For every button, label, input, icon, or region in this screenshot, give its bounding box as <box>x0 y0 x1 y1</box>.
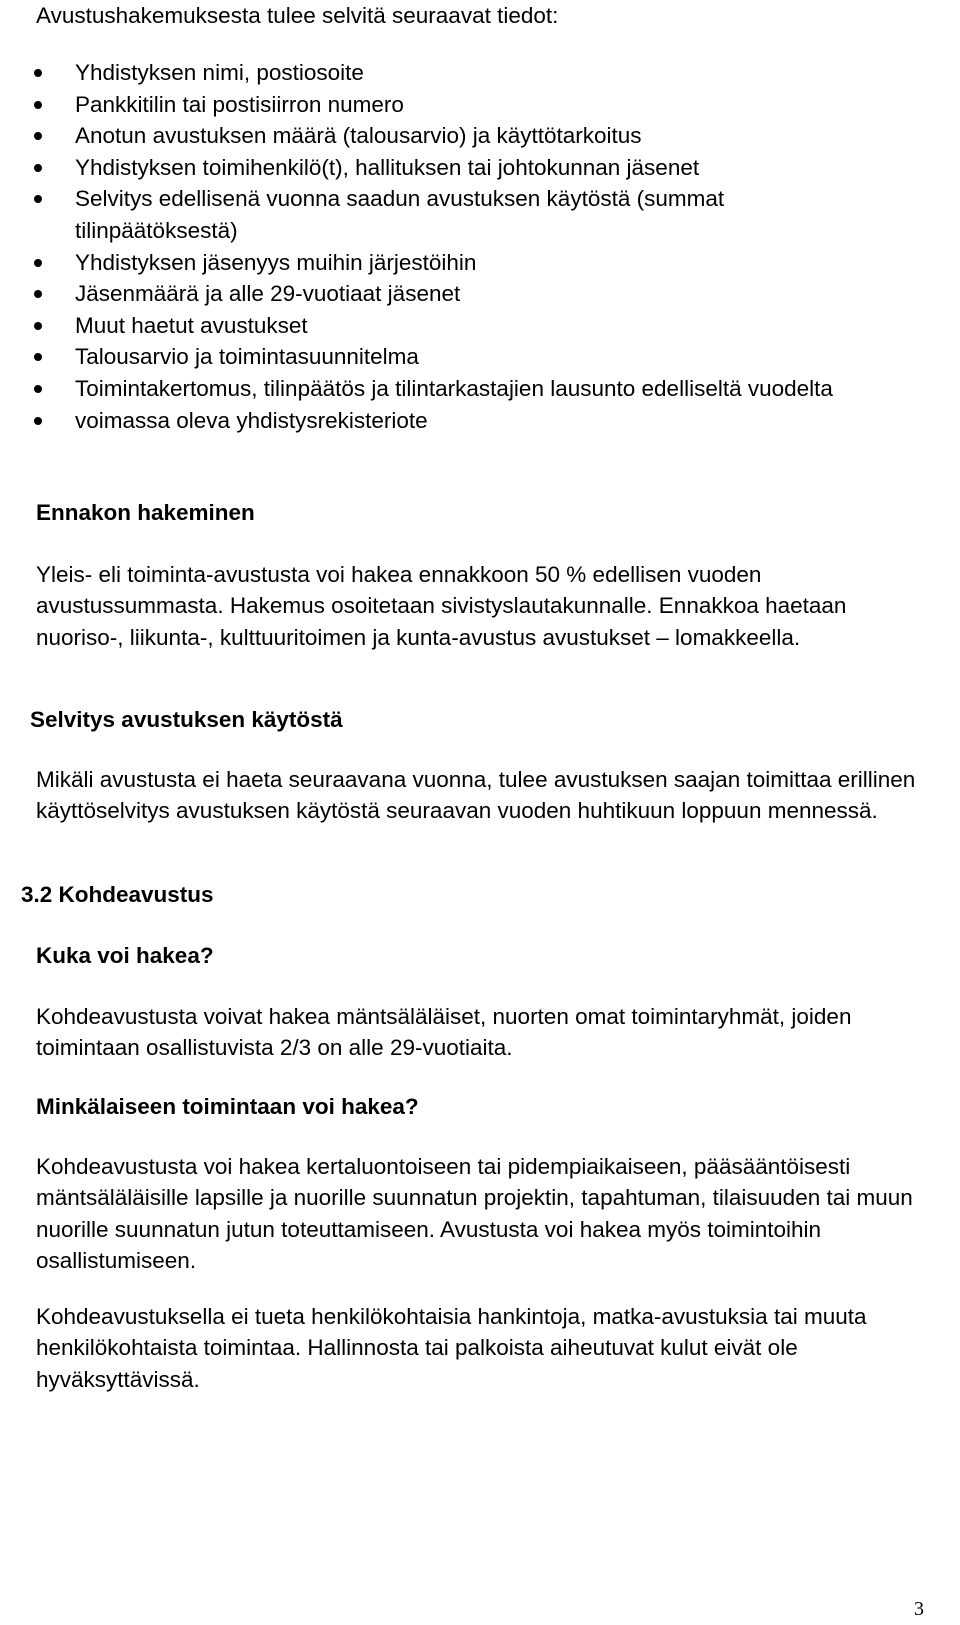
bullet-icon <box>34 290 42 298</box>
intro-paragraph: Avustushakemuksesta tulee selvitä seuraavat tiedot: <box>36 3 559 28</box>
list-item: Toimintakertomus, tilinpäätös ja tilintarkastajien lausunto edelliseltä vuodelta <box>0 373 865 405</box>
bullet-icon <box>34 195 42 203</box>
paragraph-kuka: Kohdeavustusta voivat hakea mäntsäläläiset, nuorten omat toimintaryhmät, joiden toimintaan osallistuvista 2/3 on alle 29-vuotiaita. <box>36 1004 852 1061</box>
list-item: Selvitys edellisenä vuonna saadun avustuksen käytöstä (summat tilinpäätöksestä) <box>0 183 835 246</box>
list-item: Anotun avustuksen määrä (talousarvio) ja käyttötarkoitus <box>0 120 920 152</box>
section-heading-kuka: Kuka voi hakea? <box>36 943 214 968</box>
bullet-icon <box>34 385 42 393</box>
page-number: 3 <box>914 1598 924 1620</box>
bullet-icon <box>34 101 42 109</box>
list-item: Yhdistyksen nimi, postiosoite <box>0 57 920 89</box>
paragraph-minka: Kohdeavustusta voi hakea kertaluontoiseen tai pidempiaikaiseen, pääsääntöisesti mäntsäläläisille lapsille ja nuorille suunnatun projektin, tapahtuman, tilaisuuden tai muun nuorille suunnatun jutun toteuttamiseen. Avustusta voi hakea myös toimintoihin osallistumiseen. <box>36 1154 913 1273</box>
section-heading-minka: Minkälaiseen toimintaan voi hakea? <box>36 1094 419 1119</box>
section-heading-selvitys: Selvitys avustuksen käytöstä <box>30 707 343 732</box>
list-item: Yhdistyksen jäsenyys muihin järjestöihin <box>0 247 920 279</box>
bullet-icon <box>34 353 42 361</box>
bullet-icon <box>34 259 42 267</box>
section-heading-ennakko: Ennakon hakeminen <box>36 500 255 525</box>
list-item: Pankkitilin tai postisiirron numero <box>0 89 920 121</box>
list-item: Yhdistyksen toimihenkilö(t), hallituksen tai johtokunnan jäsenet <box>0 152 920 184</box>
paragraph-ei-tueta: Kohdeavustuksella ei tueta henkilökohtaisia hankintoja, matka-avustuksia tai muuta henkilökohtaista toimintaa. Hallinnosta tai palkoista aiheutuvat kulut eivät ole hyväksyttävissä. <box>36 1304 867 1392</box>
requirements-list <box>0 57 920 436</box>
bullet-icon <box>34 69 42 77</box>
bullet-icon <box>34 164 42 172</box>
bullet-icon <box>34 132 42 140</box>
list-item: Muut haetut avustukset <box>0 310 920 342</box>
list-item: Jäsenmäärä ja alle 29-vuotiaat jäsenet <box>0 278 920 310</box>
bullet-icon <box>34 322 42 330</box>
list-item: voimassa oleva yhdistysrekisteriote <box>0 405 920 437</box>
section-heading-kohdeavustus: 3.2 Kohdeavustus <box>21 882 214 907</box>
paragraph-selvitys: Mikäli avustusta ei haeta seuraavana vuonna, tulee avustuksen saajan toimittaa erillinen käyttöselvitys avustuksen käytöstä seuraavan vuoden huhtikuun loppuun mennessä. <box>36 767 916 824</box>
bullet-icon <box>34 417 42 425</box>
list-item: Talousarvio ja toimintasuunnitelma <box>0 341 920 373</box>
paragraph-ennakko: Yleis- eli toiminta-avustusta voi hakea ennakkoon 50 % edellisen vuoden avustussummasta. Hakemus osoitetaan sivistyslautakunnalle. Ennakkoa haetaan nuoriso-, liikunta-, kulttuuritoimen ja kunta-avustus avustukset – lomakkeella. <box>36 562 847 650</box>
